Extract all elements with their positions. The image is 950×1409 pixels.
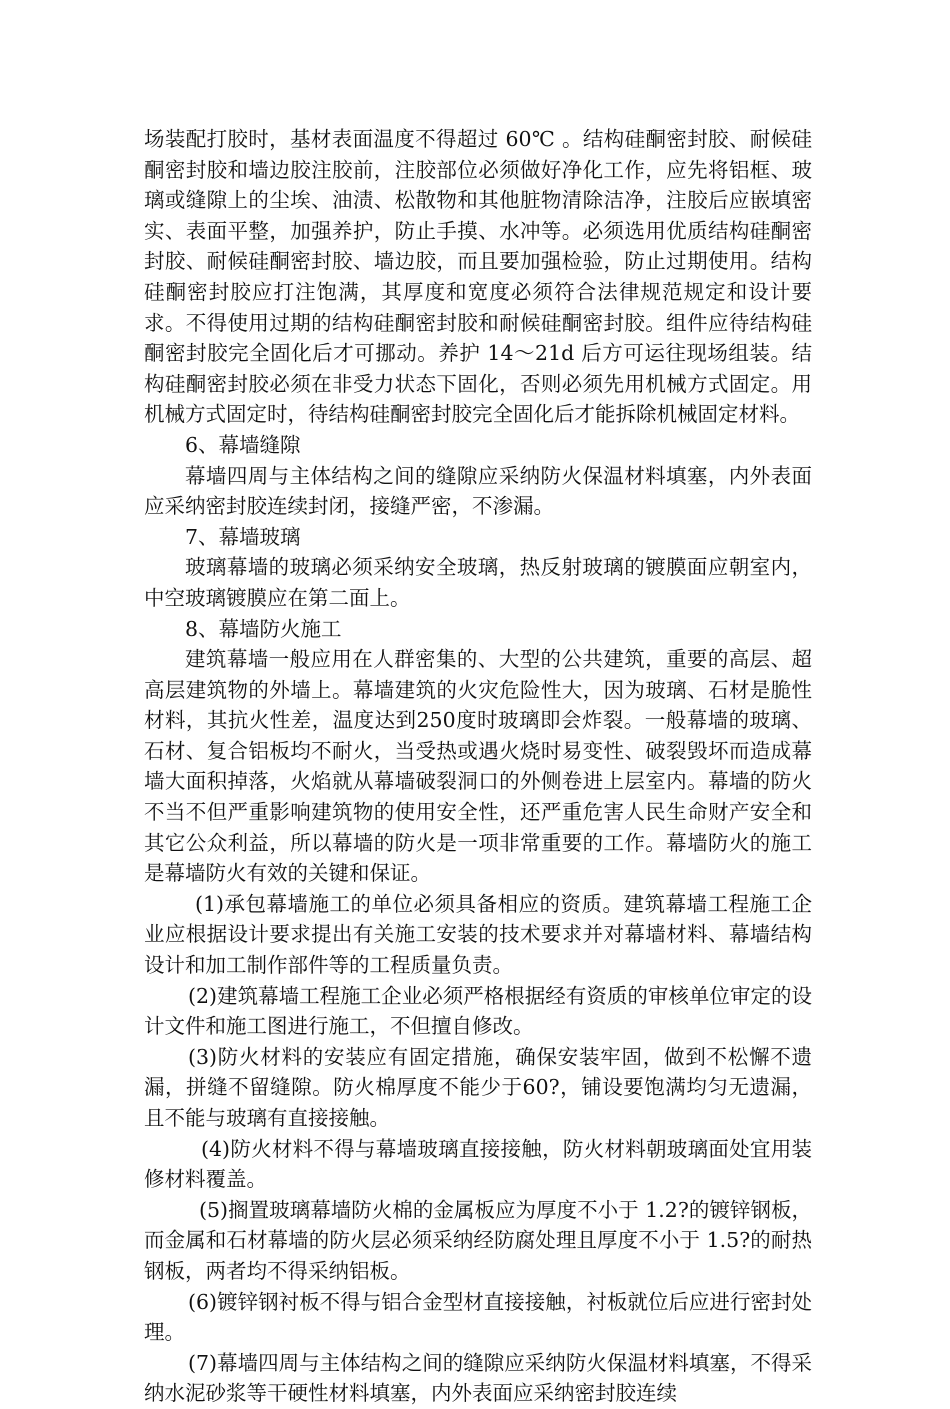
list-item-2: (2)建筑幕墙工程施工企业必须严格根据经有资质的审核单位审定的设计文件和施工图进行施工，不但擅自修改。: [144, 983, 812, 1039]
paragraph-fire-protection: 建筑幕墙一般应用在人群密集的、大型的公共建筑，重要的高层、超高层建筑物的外墙上。幕墙建筑的火灾危险性大，因为玻璃、石材是脆性材料，其抗火性差，温度达到250度时玻璃即会炸裂。一般幕墙的玻璃、石材、复合铝板均不耐火，当受热或遇火烧时易变性、破裂毁坏而造成幕墙大面积掉落，火焰就从幕墙破裂洞口的外侧卷进上层室内。幕墙的防火不当不但严重影响建筑物的使用安全性，还严重危害人民生命财产安全和其它公众利益，所以幕墙的防火是一项非常重要的工作。幕墙防火的施工是幕墙防火有效的关键和保证。: [144, 647, 812, 886]
document-body: [144, 124, 812, 1409]
paragraph-sealant-curing: 场装配打胶时，基材表面温度不得超过 60℃ 。结构硅酮密封胶、耐候硅酮密封胶和墙边胶注胶前，注胶部位必须做好净化工作，应先将铝框、玻璃或缝隙上的尘埃、油渍、松散物和其他脏物清除洁净，注胶后应嵌填密实、表面平整，加强养护，防止手摸、水冲等。必须选用优质结构硅酮密封胶、耐候硅酮密封胶、墙边胶，而且要加强检验，防止过期使用。结构硅酮密封胶应打注饱满，其厚度和宽度必须符合法律规范规定和设计要求。不得使用过期的结构硅酮密封胶和耐候硅酮密封胶。组件应待结构硅酮密封胶完全固化后才可挪动。养护 14～21d 后方可运往现场组装。结构硅酮密封胶必须在非受力状态下固化，否则必须先用机械方式固定。用机械方式固定时，待结构硅酮密封胶完全固化后才能拆除机械固定材料。: [144, 127, 812, 427]
paragraph-curtain-wall-gap: 幕墙四周与主体结构之间的缝隙应采纳防火保温材料填塞，内外表面应采纳密封胶连续封闭，接缝严密，不渗漏。: [144, 463, 812, 519]
list-item-5: (5)搁置玻璃幕墙防火棉的金属板应为厚度不小于 1.2?的镀锌钢板，而金属和石材幕墙的防火层必须采纳经防腐处理且厚度不小于 1.5?的耐热钢板，两者均不得采纳铝板。: [144, 1197, 812, 1283]
list-item-7: (7)幕墙四周与主体结构之间的缝隙应采纳防火保温材料填塞，不得采纳水泥砂浆等干硬性材料填塞，内外表面应采纳密封胶连续: [144, 1350, 812, 1406]
list-item-6: (6)镀锌钢衬板不得与铝合金型材直接接触，衬板就位后应进行密封处理。: [144, 1289, 812, 1345]
paragraph-curtain-wall-glass: 玻璃幕墙的玻璃必须采纳安全玻璃，热反射玻璃的镀膜面应朝室内，中空玻璃镀膜应在第二面上。: [144, 555, 812, 610]
list-item-1: (1)承包幕墙施工的单位必须具备相应的资质。建筑幕墙工程施工企业应根据设计要求提出有关施工安装的技术要求并对幕墙材料、幕墙结构设计和加工制作部件等的工程质量负责。: [144, 891, 812, 978]
list-item-4: (4)防火材料不得与幕墙玻璃直接接触，防火材料朝玻璃面处宜用装修材料覆盖。: [144, 1136, 812, 1192]
section-heading-curtain-wall-gap: 6、幕墙缝隙: [185, 432, 301, 457]
section-heading-fire-protection: 8、幕墙防火施工: [185, 616, 342, 641]
section-heading-curtain-wall-glass: 7、幕墙玻璃: [185, 524, 301, 549]
list-item-3: (3)防火材料的安装应有固定措施，确保安装牢固，做到不松懈不遗漏，拼缝不留缝隙。防火棉厚度不能少于60?，铺设要饱满均匀无遗漏，且不能与玻璃有直接接触。: [144, 1044, 812, 1130]
